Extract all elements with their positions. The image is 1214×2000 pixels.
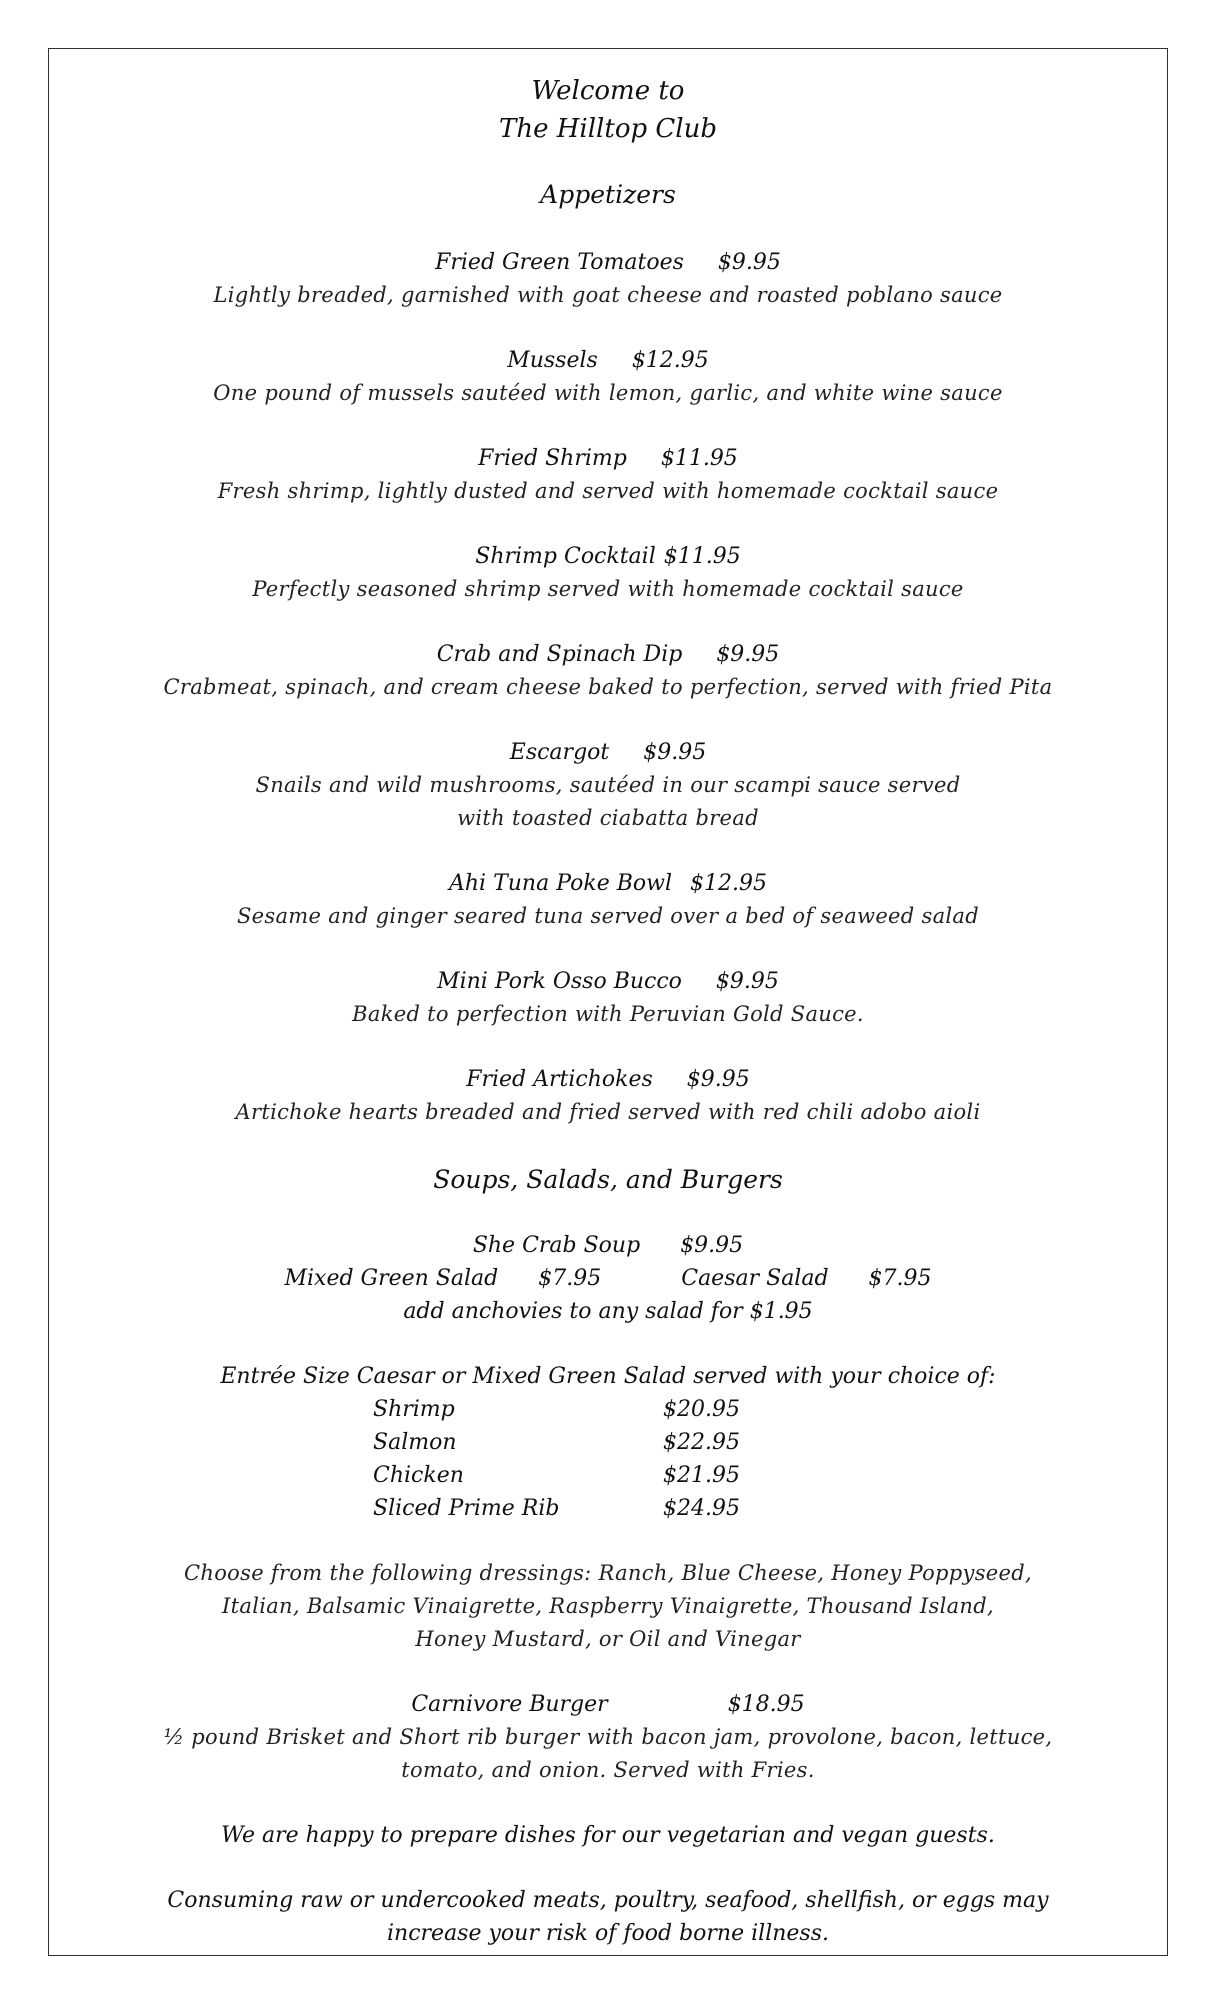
appetizers-heading: Appetizers	[540, 180, 676, 209]
menu-content	[48, 48, 1168, 1950]
item-price: $9.95	[643, 740, 707, 765]
menu-item	[48, 442, 1168, 508]
she-crab-row	[48, 1229, 1168, 1262]
item-price: $9.95	[686, 1067, 750, 1092]
vegetarian-notice: We are happy to prepare dishes for our vegetarian and vegan guests.	[221, 1823, 995, 1848]
item-price: $12.95	[631, 348, 709, 373]
salad-row	[48, 1262, 1168, 1295]
dressings-note	[48, 1557, 1168, 1656]
entree-salad-intro: Entrée Size Caesar or Mixed Green Salad served with your choice of:	[220, 1364, 996, 1389]
health-warning-line: increase your risk of food borne illness.	[387, 1921, 829, 1946]
item-name: Carnivore Burger	[411, 1692, 608, 1717]
protein-row	[373, 1393, 753, 1426]
menu-item	[48, 1063, 1168, 1129]
item-name: Caesar Salad	[681, 1266, 829, 1291]
item-heading	[48, 442, 1168, 475]
item-description: Snails and wild mushrooms, sautéed in our scampi sauce served	[255, 773, 961, 797]
dressings-line: Honey Mustard, or Oil and Vinegar	[415, 1627, 801, 1651]
item-description-cont: tomato, and onion. Served with Fries.	[401, 1758, 815, 1782]
item-price: $9.95	[717, 250, 781, 275]
item-price: $18.95	[727, 1692, 805, 1717]
entree-salad-block	[48, 1360, 1168, 1525]
item-price: $12.95	[690, 871, 767, 896]
item-description: One pound of mussels sautéed with lemon, garlic, and white wine sauce	[213, 381, 1003, 405]
item-heading	[48, 540, 1168, 573]
protein-name: Chicken	[373, 1463, 464, 1488]
protein-name: Shrimp	[373, 1397, 455, 1422]
item-name: Escargot	[509, 740, 610, 765]
item-price: $9.95	[680, 1233, 744, 1258]
dressings-line: Italian, Balsamic Vinaigrette, Raspberry Vinaigrette, Thousand Island,	[222, 1594, 994, 1618]
protein-price: $24.95	[663, 1496, 740, 1521]
menu-item	[48, 246, 1168, 312]
item-heading	[48, 867, 1168, 900]
menu-item	[48, 867, 1168, 933]
menu-item	[48, 736, 1168, 835]
item-name: Fried Green Tomatoes	[435, 250, 684, 275]
protein-row	[373, 1459, 753, 1492]
item-name: Crab and Spinach Dip	[436, 642, 683, 667]
item-price: $9.95	[716, 642, 780, 667]
menu-item	[48, 638, 1168, 704]
item-heading	[48, 736, 1168, 769]
protein-price: $22.95	[663, 1430, 740, 1455]
item-heading	[48, 1688, 1168, 1721]
item-description: Lightly breaded, garnished with goat cheese and roasted poblano sauce	[213, 283, 1003, 307]
item-name: She Crab Soup	[472, 1233, 641, 1258]
item-price: $7.95	[868, 1266, 932, 1291]
menu-item	[48, 540, 1168, 606]
item-heading	[48, 246, 1168, 279]
protein-price: $21.95	[663, 1463, 740, 1488]
soups-heading: Soups, Salads, and Burgers	[433, 1165, 783, 1194]
item-name: Ahi Tuna Poke Bowl	[449, 871, 672, 896]
item-name: Mixed Green Salad	[284, 1266, 499, 1291]
item-description: Sesame and ginger seared tuna served over a bed of seaweed salad	[237, 904, 979, 928]
item-description: Baked to perfection with Peruvian Gold Sauce.	[352, 1002, 864, 1026]
item-price: $11.95	[663, 544, 741, 569]
protein-options	[373, 1393, 753, 1525]
item-heading	[48, 1063, 1168, 1096]
item-name: Mini Pork Osso Bucco	[437, 969, 682, 994]
item-name: Fried Artichokes	[466, 1067, 653, 1092]
item-price: $9.95	[715, 969, 779, 994]
protein-name: Salmon	[373, 1430, 457, 1455]
protein-row	[373, 1492, 753, 1525]
item-name: Mussels	[507, 348, 598, 373]
item-price: $11.95	[660, 446, 738, 471]
item-heading	[48, 965, 1168, 998]
protein-price: $20.95	[663, 1397, 740, 1422]
anchovies-note: add anchovies to any salad for $1.95	[403, 1299, 813, 1324]
protein-name: Sliced Prime Rib	[373, 1496, 560, 1521]
dressings-line: Choose from the following dressings: Ranch, Blue Cheese, Honey Poppyseed,	[184, 1561, 1032, 1585]
health-warning-line: Consuming raw or undercooked meats, poultry, seafood, shellfish, or eggs may	[167, 1888, 1049, 1913]
menu-item	[48, 344, 1168, 410]
item-description: Perfectly seasoned shrimp served with homemade cocktail sauce	[252, 577, 964, 601]
club-name: The Hilltop Club	[499, 114, 717, 144]
item-price: $7.95	[538, 1266, 602, 1291]
item-heading	[48, 638, 1168, 671]
menu-item	[48, 965, 1168, 1031]
protein-row	[373, 1426, 753, 1459]
item-heading	[48, 344, 1168, 377]
item-description-cont: with toasted ciabatta bread	[457, 806, 759, 830]
burger-item	[48, 1688, 1168, 1787]
item-name: Fried Shrimp	[478, 446, 627, 471]
item-description: Fresh shrimp, lightly dusted and served with homemade cocktail sauce	[217, 479, 999, 503]
item-name: Shrimp Cocktail	[475, 544, 656, 569]
item-description: ½ pound Brisket and Short rib burger with bacon jam, provolone, bacon, lettuce,	[163, 1725, 1053, 1749]
welcome-line: Welcome to	[531, 76, 685, 106]
health-warning	[48, 1884, 1168, 1950]
item-description: Artichoke hearts breaded and fried served with red chili adobo aioli	[235, 1100, 981, 1124]
item-description: Crabmeat, spinach, and cream cheese baked to perfection, served with fried Pita	[163, 675, 1053, 699]
